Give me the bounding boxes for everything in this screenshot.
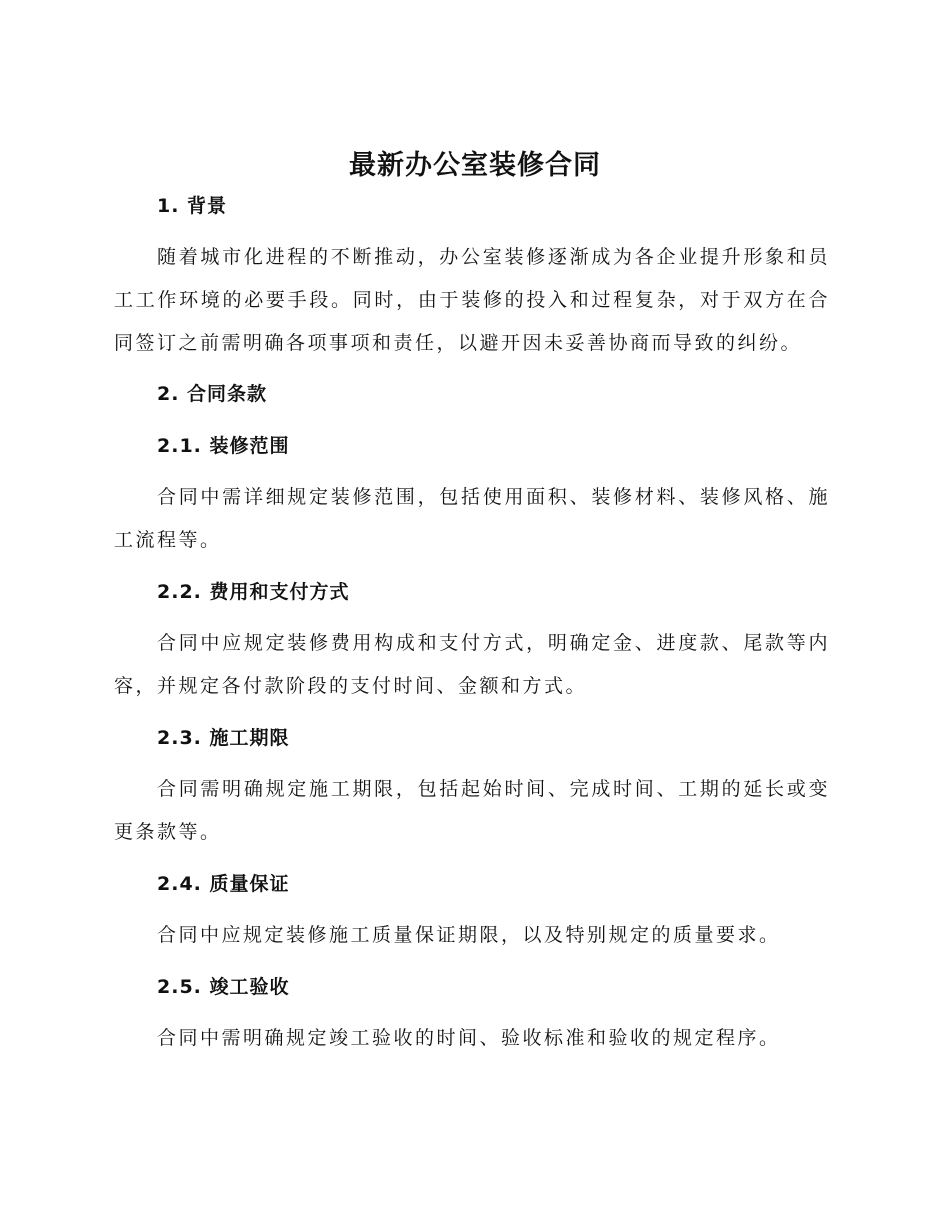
section-heading-background: 1. 背景 [157,195,228,217]
section-heading-schedule: 2.3. 施工期限 [157,727,290,749]
section-body-schedule: 合同需明确规定施工期限，包括起始时间、完成时间、工期的延长或变更条款等。 [114,778,830,843]
section-body-payment: 合同中应规定装修费用构成和支付方式，明确定金、进度款、尾款等内容，并规定各付款阶段的支付时间、金额和方式。 [114,632,830,697]
section-heading-contract-terms: 2. 合同条款 [157,383,268,405]
section-heading-scope: 2.1. 装修范围 [157,435,290,457]
section-body-acceptance: 合同中需明确规定竣工验收的时间、验收标准和验收的规定程序。 [157,1027,781,1049]
section-body-quality: 合同中应规定装修施工质量保证期限，以及特别规定的质量要求。 [157,924,781,946]
document-title: 最新办公室装修合同 [349,150,601,181]
section-body-scope: 合同中需详细规定装修范围，包括使用面积、装修材料、装修风格、施工流程等。 [114,486,830,551]
section-body-background: 随着城市化进程的不断推动，办公室装修逐渐成为各企业提升形象和员工工作环境的必要手段。同时，由于装修的投入和过程复杂，对于双方在合同签订之前需明确各项事项和责任，以避开因未妥善协商而导致的纠纷。 [114,246,830,354]
section-heading-acceptance: 2.5. 竣工验收 [157,976,290,998]
section-heading-payment: 2.2. 费用和支付方式 [157,581,350,603]
section-heading-quality: 2.4. 质量保证 [157,873,290,895]
